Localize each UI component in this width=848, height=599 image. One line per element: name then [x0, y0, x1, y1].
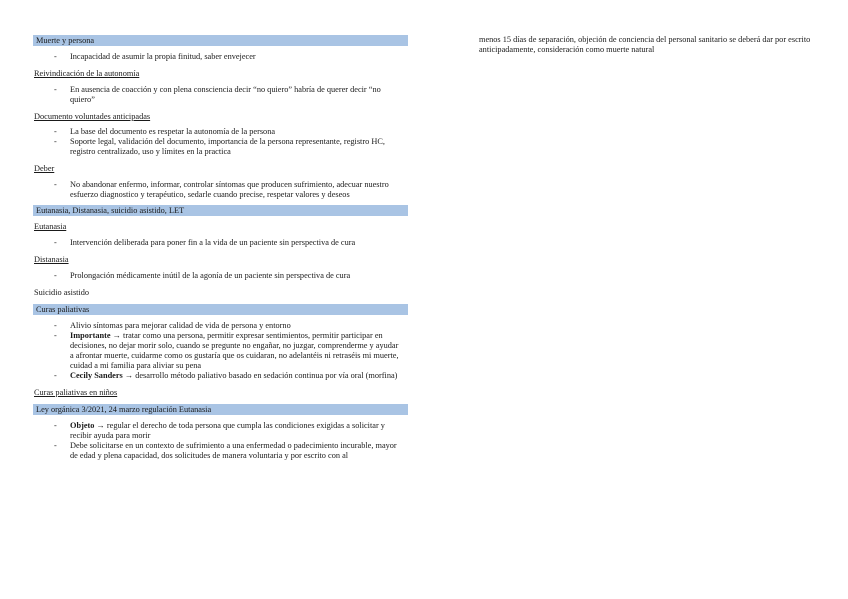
- list-item: [33, 371, 408, 381]
- subheading-distanasia: Distanasia: [34, 255, 69, 264]
- section-band-curas-paliativas: Curas paliativas: [33, 304, 408, 315]
- bold-term: Objeto: [70, 421, 95, 430]
- list-item: - Alivio síntomas para mejorar calidad de vida de persona y entorno: [33, 321, 408, 331]
- section-band-eutanasia: Eutanasia, Distanasia, suicidio asistido, LET: [33, 205, 408, 216]
- item-text: → desarrollo método paliativo basado en sedación continua por vía oral (morfina): [122, 371, 398, 380]
- item-text: → tratar como una persona, permitir expresar sentimientos, permitir participar en decisiones, no dejar morir solo, cuando se pregunte no engañar, no juzgar, comprenderme y ayudar a afrontar muerte, cuidarme como os gustaría que os cuidaran, no adelantéis ni retraséis mi muerte, cuidad a mi familia para aliviar su pena: [70, 331, 399, 370]
- section-band-muerte-persona: Muerte y persona: [33, 35, 408, 46]
- subheading-suicidio-asistido: Suicidio asistido: [34, 288, 90, 297]
- list-item: - No abandonar enfermo, informar, controlar síntomas que producen sufrimiento, adecuar nuestro esfuerzo diagnostico y terapéutico, sedarle cuando precise, respetar valores y deseos: [33, 180, 408, 200]
- list-item: - Prolongación médicamente inútil de la agonía de un paciente sin perspectiva de cura: [33, 271, 408, 281]
- bullet-list: [33, 52, 408, 62]
- item-text: → regular el derecho de toda persona que cumpla las condiciones exigidas a solicitar y recibir ayuda para morir: [70, 421, 385, 440]
- subheading-eutanasia: Eutanasia: [34, 222, 67, 231]
- list-item: - Debe solicitarse en un contexto de sufrimiento a una enfermedad o padecimiento incurable, mayor de edad y plena capacidad, dos solicitudes de manera voluntaria y por escrito con al: [33, 441, 408, 461]
- list-item: - Soporte legal, validación del documento, importancia de la persona representante, registro HC, registro centralizado, uso y límites en la practica: [33, 137, 408, 157]
- list-item: [33, 331, 408, 371]
- list-item: - En ausencia de coacción y con plena consciencia decir “no quiero” habría de querer decir “no quiero”: [33, 85, 408, 105]
- list-item: - Intervención deliberada para poner fin a la vida de un paciente sin perspectiva de cura: [33, 238, 408, 248]
- bold-term: Importante: [70, 331, 111, 340]
- right-column: [479, 35, 819, 55]
- subheading-curas-ninos: Curas paliativas en niños: [34, 388, 118, 397]
- bullet-list: [33, 238, 408, 248]
- list-item: [33, 421, 408, 441]
- list-item: - La base del documento es respetar la autonomía de la persona: [33, 127, 408, 137]
- bold-term: Cecily Sanders: [70, 371, 123, 380]
- subheading-autonomia: Reivindicación de la autonomía: [34, 69, 140, 78]
- section-band-ley-organica: Ley orgánica 3/2021, 24 marzo regulación Eutanasia: [33, 404, 408, 415]
- left-column: [33, 35, 408, 461]
- bullet-list: [33, 321, 408, 381]
- continued-paragraph: menos 15 días de separación, objeción de conciencia del personal sanitario se deberá dar por escrito anticipadamente, consideración como muerte natural: [479, 35, 811, 54]
- bullet-list: [33, 271, 408, 281]
- bullet-list: [33, 180, 408, 200]
- bullet-list: [33, 421, 408, 461]
- subheading-deber: Deber: [34, 164, 55, 173]
- list-item: - Incapacidad de asumir la propia finitud, saber envejecer: [33, 52, 408, 62]
- bullet-list: [33, 127, 408, 157]
- subheading-documento-voluntades: Documento voluntades anticipadas: [34, 112, 151, 121]
- bullet-list: [33, 85, 408, 105]
